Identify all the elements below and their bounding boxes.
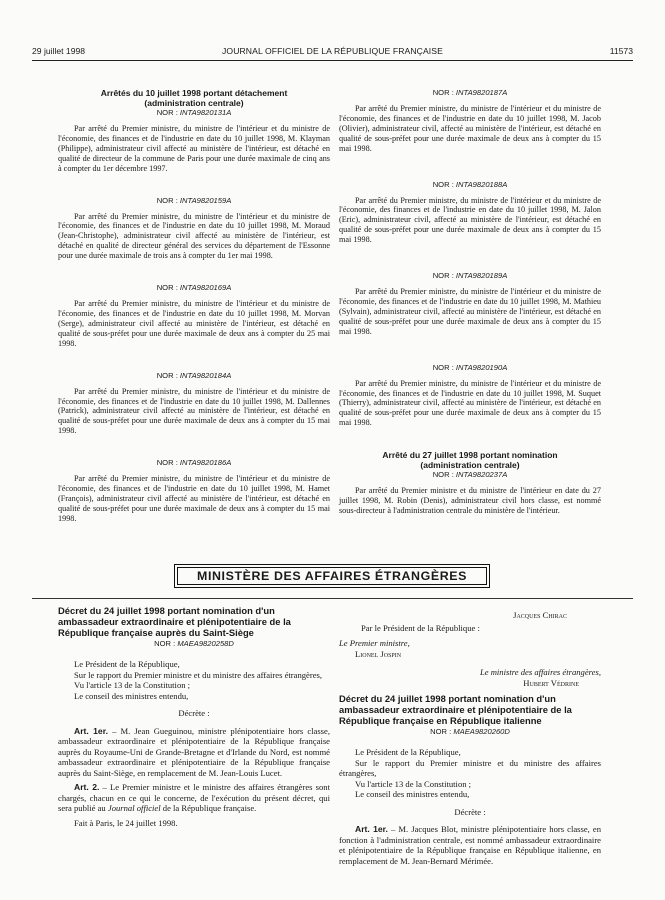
top-right-column <box>339 88 601 516</box>
ministry-banner-title: MINISTÈRE DES AFFAIRES ÉTRANGÈRES <box>177 567 487 585</box>
arrete-paragraph: Par arrêté du Premier ministre, du ministre de l'intérieur et du ministre de l'économie, des finances et de l'industrie en date du 10 juillet 1998, M. Dallennes (Patrick), administrateur civil affecté au ministère de l'intérieur, est détaché en qualité de sous-préfet pour une durée maximale de deux ans à compter du 15 mai 1998. <box>58 386 330 436</box>
nor-reference: NOR : INTA9820184A <box>156 370 232 380</box>
decree-intro-line: Le Président de la République, <box>355 747 461 758</box>
signature-par-le-president: Par le Président de la République : <box>361 622 480 633</box>
header-rule <box>32 60 633 61</box>
decree-intro-line: Le conseil des ministres entendu, <box>74 690 189 701</box>
decree-title: Décret du 24 juillet 1998 portant nomination d'un ambassadeur extraordinaire et plénipotentiaire de la République française auprès du Saint-Siège <box>58 605 291 638</box>
signatures-block <box>339 610 601 688</box>
nor-reference: NOR : INTA9820159A <box>156 195 232 205</box>
decree-decrete: Décrète : <box>178 708 210 719</box>
nor-reference: NOR : INTA9820189A <box>432 271 508 281</box>
arrete-paragraph: Par arrêté du Premier ministre, du ministre de l'intérieur et du ministre de l'économie, des finances et de l'industrie en date du 10 juillet 1998, M. Moraud (Jean-Christophe), administrateur civil affecté au ministère de l'intérieur, est détaché en qualité de directeur général des services du département de l'Essonne pour une durée maximale de trois ans à compter du 1er mai 1998. <box>58 211 330 261</box>
nor-reference: NOR : INTA9820237A <box>432 470 508 480</box>
decree-article-1: Art. 1er. – M. Jean Gueguinou, ministre plénipotentiaire hors classe, ambassadeur extraordinaire et plénipotentiaire de la République française auprès du Royaume-Uni de Grande-Bretagne et d'Irlande du Nord, est nommé ambassadeur extraordinaire et plénipotentiaire de la République française auprès du Saint-Siège, en remplacement de M. Jean-Louis Lucet. <box>58 725 330 778</box>
section-rule <box>32 598 633 599</box>
nor-reference: NOR : INTA9820188A <box>432 179 508 189</box>
header-date: 29 juillet 1998 <box>32 46 86 56</box>
ministry-banner <box>174 564 490 588</box>
decree-title: Décret du 24 juillet 1998 portant nomination d'un ambassadeur extraordinaire et plénipotentiaire de la République française en République italienne <box>339 693 572 726</box>
decree-intro-line: Le Président de la République, <box>74 659 180 670</box>
decree-saint-siege <box>58 606 330 828</box>
nor-reference: NOR : INTA9820187A <box>432 88 508 97</box>
decree-intro-line: Vu l'article 13 de la Constitution ; <box>74 680 191 691</box>
arrete-paragraph: Par arrêté du Premier ministre, du ministre de l'intérieur et du ministre de l'économie, des finances et de l'industrie en date du 10 juillet 1998, M. Suquet (Thierry), administrateur civil, affecté au ministère de l'intérieur, est détaché en qualité de sous-préfet pour une durée maximale de deux ans à compter du 15 mai 1998. <box>339 378 601 428</box>
section-title: Arrêtés du 10 juillet 1998 portant détachement (administration centrale) <box>100 88 288 108</box>
arrete-paragraph: Par arrêté du Premier ministre, du ministre de l'intérieur et du ministre de l'économie, des finances et de l'industrie en date du 10 juillet 1998, M. Jacob (Olivier), administrateur civil, affecté au ministère de l'intérieur, est détaché en qualité de sous-préfet pour une durée maximale de deux ans à compter du 15 mai 1998. <box>339 104 601 153</box>
signature-mae-title: Le ministre des affaires étrangères, <box>479 667 601 677</box>
decree-intro-line: Sur le rapport du Premier ministre et du ministre des affaires étrangères, <box>339 757 601 779</box>
nor-reference: NOR : INTA9820190A <box>432 362 508 372</box>
signature-mae-name: Hubert Védrine <box>523 677 579 688</box>
signature-president: Jacques Chirac <box>513 610 567 620</box>
arrete-paragraph: Par arrêté du Premier ministre et du ministre de l'intérieur en date du 27 juillet 1998, M. Robin (Denis), administrateur civil hors classe, est nommé sous-directeur à l'administration centrale du ministère de l'intérieur. <box>339 486 601 515</box>
decree-intro-line: Vu l'article 13 de la Constitution ; <box>355 778 472 789</box>
decree-fait: Fait à Paris, le 24 juillet 1998. <box>74 817 178 828</box>
decree-article-1: Art. 1er. – M. Jacques Blot, ministre plénipotentiaire hors classe, en fonction à l'administration centrale, est nommé ambassadeur extraordinaire et plénipotentiaire de la République française en République italienne, en remplacement de M. Jean-Bernard Mérimée. <box>339 824 602 866</box>
nor-reference: NOR : MAEA9820260D <box>430 727 510 737</box>
decree-italie <box>339 694 601 866</box>
nor-reference: NOR : INTA9820131A <box>156 108 232 117</box>
decree-intro-line: Le conseil des ministres entendu, <box>355 789 470 800</box>
nor-reference: NOR : INTA9820169A <box>156 283 232 293</box>
nor-reference: NOR : INTA9820186A <box>156 458 232 468</box>
header-journal-title: JOURNAL OFFICIEL DE LA RÉPUBLIQUE FRANÇAISE <box>222 46 443 56</box>
page-header <box>32 46 633 60</box>
section-title: Arrêté du 27 juillet 1998 portant nomination (administration centrale) <box>382 450 558 471</box>
header-page-number: 11573 <box>609 46 633 56</box>
nor-reference: NOR : MAEA9820258D <box>154 639 234 649</box>
arrete-paragraph: Par arrêté du Premier ministre, du ministre de l'intérieur et du ministre de l'économie, des finances et de l'industrie en date du 10 juillet 1998, M. Hamet (François), administrateur civil affecté au ministère de l'intérieur, est détaché en qualité de sous-préfet pour une durée maximale de deux ans à compter du 15 mai 1998. <box>58 474 330 523</box>
decree-article-2: Art. 2. – Le Premier ministre et le ministre des affaires étrangères sont chargés, chacun en ce qui le concerne, de l'exécution du présent décret, qui sera publié au Journal officiel de la République française. <box>58 782 330 814</box>
arrete-paragraph: Par arrêté du Premier ministre, du ministre de l'intérieur et du ministre de l'économie, des finances et de l'industrie en date du 10 juillet 1998, M. Klayman (Philippe), administrateur civil affecté au ministère de l'intérieur, est détaché en qualité de directeur de la commune de Paris pour une durée maximale de cinq ans à compter du 1er décembre 1997. <box>58 124 330 173</box>
signature-pm-title: Le Premier ministre, <box>339 638 410 648</box>
arrete-paragraph: Par arrêté du Premier ministre, du ministre de l'intérieur et du ministre de l'économie, des finances et de l'industrie en date du 10 juillet 1998, M. Morvan (Serge), administrateur civil affecté au ministère de l'intérieur, est détaché en qualité de sous-préfet pour une durée maximale de deux ans à compter du 25 mai 1998. <box>58 299 330 348</box>
decree-intro-line: Sur le rapport du Premier ministre et du ministre des affaires étrangères, <box>74 669 323 680</box>
signature-pm-name: Lionel Jospin <box>355 648 402 659</box>
arrete-paragraph: Par arrêté du Premier ministre, du ministre de l'intérieur et du ministre de l'économie, des finances et de l'industrie en date du 10 juillet 1998, M. Jalon (Eric), administrateur civil, affecté au ministère de l'intérieur, est détaché en qualité de sous-préfet pour une durée maximale de deux ans à compter du 15 mai 1998. <box>339 195 601 245</box>
top-left-column <box>58 88 330 524</box>
arrete-paragraph: Par arrêté du Premier ministre, du ministre de l'intérieur et du ministre de l'économie, des finances et de l'industrie en date du 10 juillet 1998, M. Mathieu (Sylvain), administrateur civil, affecté au ministère de l'intérieur, est détaché en qualité de sous-préfet pour une durée maximale de deux ans à compter du 15 mai 1998. <box>339 287 601 336</box>
decree-decrete: Décrète : <box>454 806 486 817</box>
